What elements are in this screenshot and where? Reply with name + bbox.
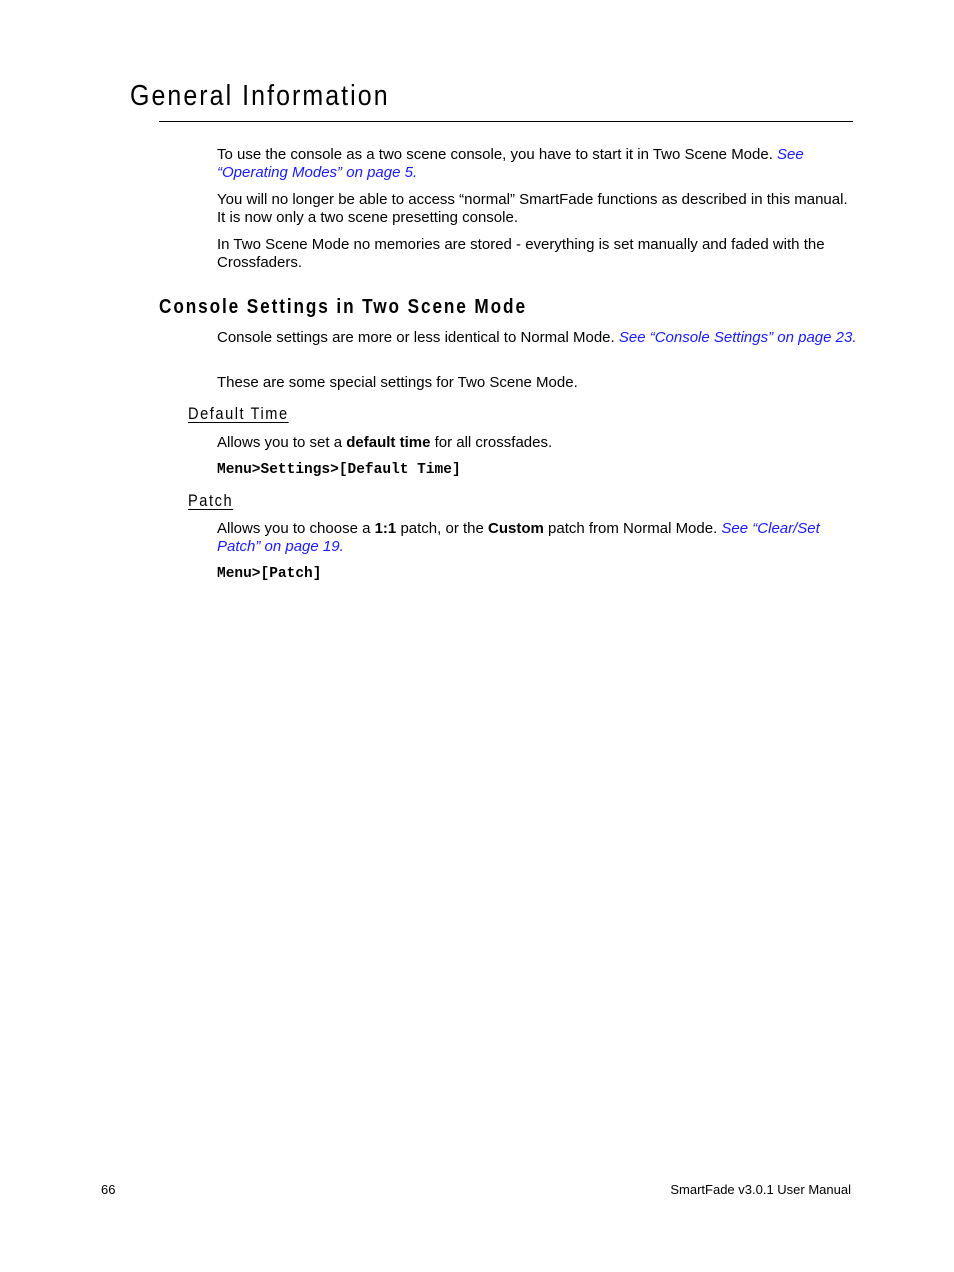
patch-heading: Patch (188, 491, 234, 510)
default-time-text-before: Allows you to set a (217, 434, 347, 451)
default-time-heading: Default Time (188, 404, 289, 423)
operating-modes-link[interactable]: See “Operating Modes” on page 5. (217, 146, 804, 181)
default-time-bold: default time (346, 434, 431, 451)
default-time-menu-path: Menu>Settings>[Default Time] (217, 462, 461, 478)
intro-paragraph-1 (217, 146, 857, 182)
page-title: General Information (130, 80, 390, 112)
footer-manual-title: SmartFade v3.0.1 User Manual (670, 1182, 851, 1197)
footer-page-number: 66 (101, 1182, 116, 1197)
patch-text-middle: patch, or the (396, 520, 489, 537)
patch-bold-1to1: 1:1 (374, 520, 397, 537)
default-time-paragraph (217, 434, 857, 452)
intro-paragraph-3: In Two Scene Mode no memories are stored - everything is set manually and faded with the Crossfaders. (217, 236, 825, 271)
title-divider (159, 121, 853, 122)
clear-set-patch-link[interactable]: See “Clear/Set Patch” on page 19. (217, 520, 820, 555)
console-settings-paragraph-1-text: Console settings are more or less identical to Normal Mode. (217, 329, 619, 346)
patch-menu-path: Menu>[Patch] (217, 566, 322, 582)
console-settings-paragraph-2: These are some special settings for Two Scene Mode. (217, 374, 578, 391)
console-settings-link[interactable]: See “Console Settings” on page 23. (618, 329, 857, 346)
patch-text-before: Allows you to choose a (217, 520, 375, 537)
patch-bold-custom: Custom (488, 520, 544, 537)
default-time-text-after: for all crossfades. (430, 434, 553, 451)
intro-paragraph-2: You will no longer be able to access “normal” SmartFade functions as described in this manual. It is now only a two scene presetting console. (217, 191, 848, 226)
console-settings-paragraph-1 (217, 329, 857, 347)
patch-text-after: patch from Normal Mode. (543, 520, 722, 537)
intro-paragraph-1-text: To use the console as a two scene console, you have to start it in Two Scene Mode. (217, 146, 778, 163)
patch-paragraph (217, 520, 857, 556)
console-settings-heading: Console Settings in Two Scene Mode (159, 296, 527, 318)
